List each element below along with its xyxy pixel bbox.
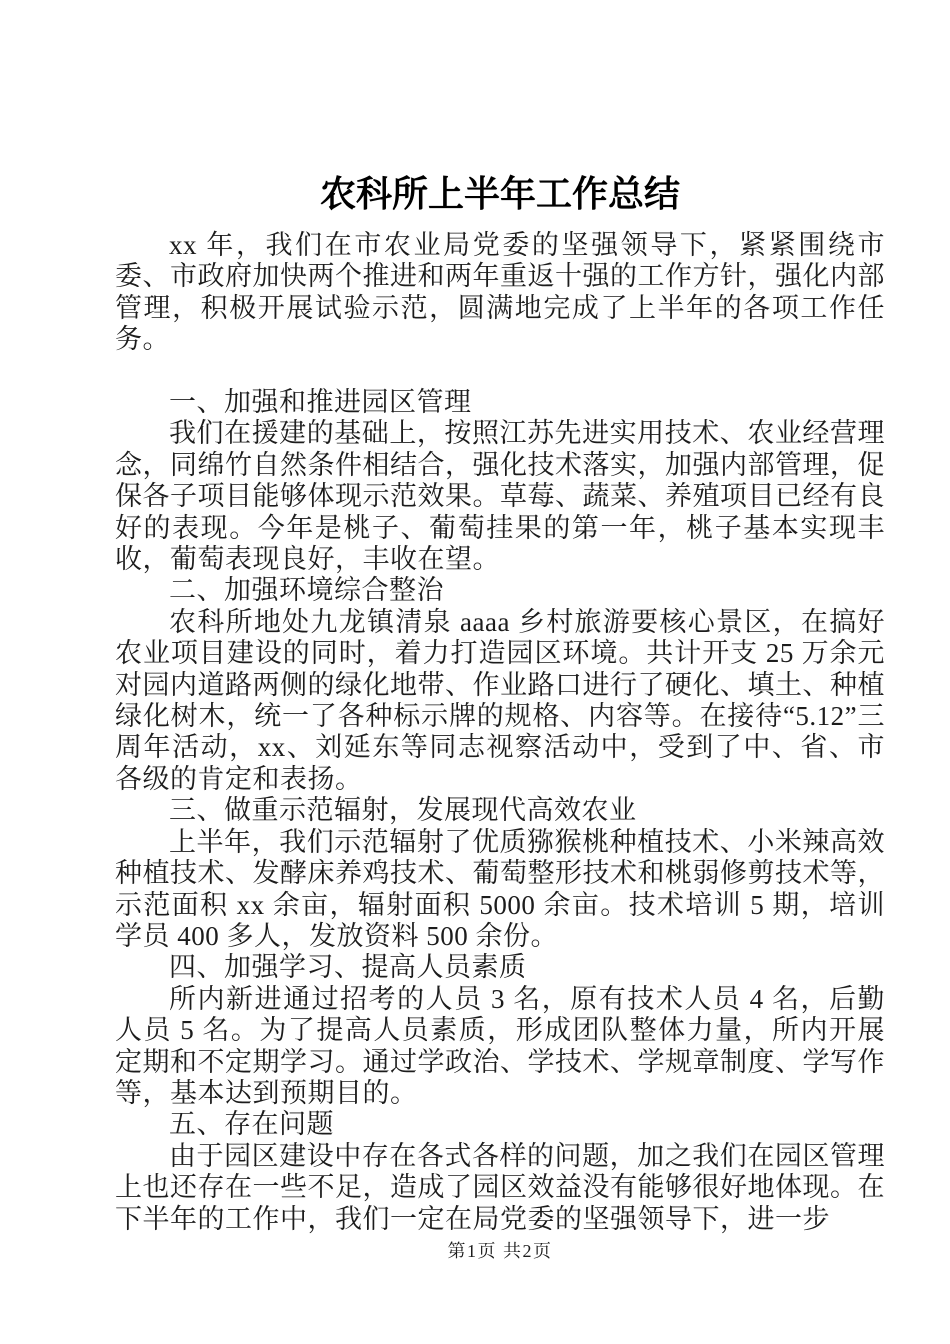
paragraph: 我们在援建的基础上，按照江苏先进实用技术、农业经营理念，同绵竹自然条件相结合，强化技术落实，加强内部管理，促保各子项目能够体现示范效果。草莓、蔬菜、养殖项目已经有良好的表现。今年是桃子、葡萄挂果的第一年，桃子基本实现丰收，葡萄表现良好，丰收在望。	[115, 418, 885, 575]
paragraph: 农科所地处九龙镇清泉 aaaa 乡村旅游要核心景区，在搞好农业项目建设的同时，着力打造园区环境。共计开支 25 万余元对园内道路两侧的绿化地带、作业路口进行了硬化、填土、种植绿化树木，统一了各种标示牌的规格、内容等。在接待“5.12”三周年活动，xx、刘延东等同志视察活动中，受到了中、省、市各级的肯定和表扬。	[115, 606, 885, 794]
document-title: 农科所上半年工作总结	[319, 174, 680, 214]
section-heading: 四、加强学习、提高人员素质	[169, 952, 527, 983]
document-content	[115, 0, 885, 1235]
paragraph: 上半年，我们示范辐射了优质猕猴桃种植技术、小米辣高效种植技术、发酵床养鸡技术、葡萄整形技术和桃弱修剪技术等，示范面积 xx 余亩，辐射面积 5000 余亩。技术培训 5 期，培训学员 400 多人，发放资料 500 余份。	[115, 826, 885, 951]
section-heading: 二、加强环境综合整治	[169, 575, 444, 606]
page-footer	[115, 1240, 885, 1262]
document-body	[115, 230, 885, 1235]
paragraph: 所内新进通过招考的人员 3 名，原有技术人员 4 名，后勤人员 5 名。为了提高人员素质，形成团队整体力量，所内开展定期和不定期学习。通过学政治、学技术、学规章制度、学写作等，基本达到预期目的。	[115, 983, 885, 1108]
section-heading: 一、加强和推进园区管理	[169, 387, 472, 418]
section-heading: 三、做重示范辐射，发展现代高效农业	[169, 795, 637, 826]
paragraph: xx 年，我们在市农业局党委的坚强领导下，紧紧围绕市委、市政府加快两个推进和两年重返十强的工作方针，强化内部管理，积极开展试验示范，圆满地完成了上半年的各项工作任务。	[115, 230, 885, 355]
section-heading: 五、存在问题	[169, 1109, 334, 1140]
blank-line	[115, 356, 885, 387]
page-number-label: 第1页 共2页	[447, 1241, 553, 1261]
paragraph: 由于园区建设中存在各式各样的问题，加之我们在园区管理上也还存在一些不足，造成了园区效益没有能够很好地体现。在下半年的工作中，我们一定在局党委的坚强领导下，进一步	[115, 1140, 885, 1234]
